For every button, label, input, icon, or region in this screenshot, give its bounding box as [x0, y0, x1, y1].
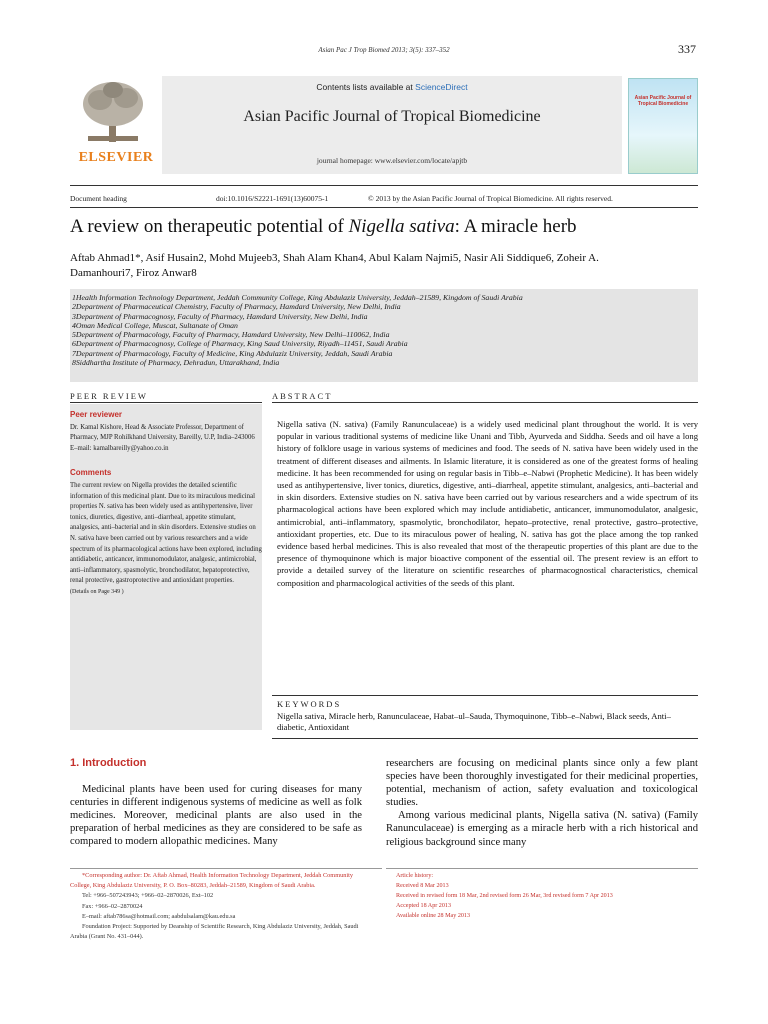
- corresponding-tel: Tel: +966–507243943; +966–02–2870026, Ext–102: [82, 892, 214, 900]
- article-history: [396, 871, 698, 921]
- corresponding-fax: Fax: +966–02–2870024: [82, 902, 143, 910]
- intro-right-column: [386, 757, 698, 849]
- header-rule: [70, 185, 698, 186]
- title-part: : A miracle herb: [454, 216, 577, 237]
- author-list: [70, 251, 710, 281]
- elsevier-logo: [70, 80, 156, 172]
- affiliation: 7Department of Pharmacology, Faculty of Medicine, King Abdulaziz University, Jeddah, Saudi Arabia: [72, 348, 393, 358]
- keywords-heading: KEYWORDS: [277, 699, 342, 709]
- title-species: Nigella sativa: [348, 216, 455, 237]
- corresponding-footnote: [70, 871, 366, 942]
- intro-left-column: [70, 783, 362, 848]
- introduction-heading: 1. Introduction: [70, 757, 147, 769]
- affiliation: 4Oman Medical College, Muscat, Sultanate of Oman: [72, 320, 238, 330]
- affiliations-box: [70, 289, 698, 382]
- cover-title: Asian Pacific Journal of Tropical Biomedicine: [634, 95, 692, 107]
- page-number: 337: [678, 42, 696, 56]
- keywords-rule: [272, 695, 698, 696]
- journal-cover-image: [628, 78, 698, 174]
- history-line: Accepted 18 Apr 2013: [396, 903, 451, 909]
- title-part: A review on therapeutic potential of: [70, 216, 349, 237]
- peer-review-sidebar: [70, 404, 262, 730]
- intro-paragraph: researchers are focusing on medicinal plants since only a few plant species have been thoroughly investigated for their medicinal properties, potential, mechanism of action, safety evaluation and toxicological studies.: [386, 758, 698, 809]
- footnote-rule: [70, 868, 382, 869]
- journal-banner: [162, 76, 622, 174]
- peer-rule: [70, 402, 262, 403]
- abstract-rule: [272, 402, 698, 403]
- peer-reviewer-heading: Peer reviewer: [70, 410, 123, 419]
- affiliation: 5Department of Pharmacology, Faculty of Pharmacy, Hamdard University, New Delhi–110062, India: [72, 330, 390, 340]
- affiliation: 2Department of Pharmaceutical Chemistry, Faculty of Pharmacy, Hamdard University, New Delhi, India: [72, 302, 401, 312]
- comments-text: The current review on Nigella provides the detailed scientific information of this medicinal plant. Due to its miraculous medicinal properties N. sativa has been widely used as antihypertensive, liver tonics, diuretics, digestive, anti–diarrheal, appetite stimulant, analgesics, anti–bacterial and in skin disorders. Extensive studies on N. sativa have been carried out by various researchers and a wide spectrum of its pharmacological actions have been explored, including antidiabetic, anticancer, immunomodulator, analgesic, antimicrobial, anti–inflammatory, spasmolytic, bronchodilator, hepatoprotective, renal protective, gastroprotective and antioxidant properties.: [70, 481, 262, 585]
- doi[interactable]: doi:10.1016/S2221-1691(13)60075-1: [216, 194, 329, 203]
- contents-prefix: Contents lists available at: [316, 82, 413, 92]
- sciencedirect-link[interactable]: ScienceDirect: [415, 82, 468, 92]
- intro-paragraph: Medicinal plants have been used for curing diseases for many centuries in different indigenous systems of medicine as well as folk medicines. Moreover, medicinal plants are also used in the preparation of herbal medicines as they are considered to be safe as compared to modern allopathic medicines. Many: [70, 784, 362, 848]
- peer-reviewer-text: Dr. Kamal Kishore, Head & Associate Professor, Department of Pharmacy, MJP Rohilkhand University, Bareilly, U.P, India–243006: [70, 423, 255, 442]
- peer-review-heading: PEER REVIEW: [70, 391, 148, 401]
- corresponding-email[interactable]: E–mail: aftab786sa@hotmail.com; aabdulsalam@kau.edu.sa: [82, 912, 236, 920]
- comments-heading: Comments: [70, 468, 112, 478]
- running-head: Asian Pac J Trop Biomed 2013; 3(5): 337–352: [318, 46, 450, 54]
- journal-header: [70, 76, 698, 178]
- peer-reviewer-email[interactable]: E–mail: kamalbareilly@yahoo.co.in: [70, 444, 169, 452]
- copyright: © 2013 by the Asian Pacific Journal of Tropical Biomedicine. All rights reserved.: [368, 194, 613, 203]
- history-line: Received in revised form 18 Mar, 2nd revised form 26 Mar, 3rd revised form 7 Apr 2013: [396, 893, 613, 899]
- details-note: (Details on Page 349 ): [70, 588, 124, 595]
- history-line: Available online 28 May 2013: [396, 913, 471, 919]
- abstract-heading: ABSTRACT: [272, 391, 333, 401]
- authors-line-1: Aftab Ahmad1*, Asif Husain2, Mohd Mujeeb3, Shah Alam Khan4, Abul Kalam Najmi5, Nasir Ali Siddique6, Zoheir A.: [70, 252, 599, 264]
- history-rule: [386, 868, 698, 869]
- affiliation: 6Department of Pharmacognosy, College of Pharmacy, King Saud University, Riyadh–11451, Saudi Arabia: [72, 339, 408, 349]
- corresponding-author: *Corresponding author: Dr. Aftab Ahmad, Health Information Technology Department, Jeddah Community College, King Abdulaziz University, P. O. Box–80283, Jeddah–21589, Kingdom of Saudi Arabia.: [70, 872, 354, 890]
- article-title: [70, 216, 710, 238]
- affiliation: 3Department of Pharmacognosy, Faculty of Pharmacy, Hamdard University, New Delhi, India: [72, 311, 368, 321]
- document-heading: Document heading: [70, 194, 127, 203]
- history-line: Article history:: [396, 873, 434, 879]
- intro-paragraph: Among various medicinal plants, Nigella sativa (N. sativa) (Family Ranunculaceae) is emerging as a miracle herb with a rich historical and religious background since many: [386, 810, 698, 848]
- history-line: Received 8 Mar 2013: [396, 883, 449, 889]
- doc-rule: [70, 207, 698, 208]
- publisher-name: ELSEVIER: [78, 150, 154, 165]
- contents-line: [162, 82, 622, 92]
- affiliation: 8Siddhartha Institute of Pharmacy, Dehradun, Uttarakhand, India: [72, 358, 280, 368]
- authors-line-2: Damanhouri7, Firoz Anwar8: [70, 267, 197, 279]
- journal-title: Asian Pacific Journal of Tropical Biomedicine: [243, 108, 541, 125]
- keywords-text: Nigella sativa, Miracle herb, Ranunculaceae, Habat–ul–Sauda, Thymoquinone, Tibb–e–Nabwi, Black seeds, Anti–diabetic, Antioxidant: [277, 711, 671, 732]
- abstract-text: Nigella sativa (N. sativa) (Family Ranunculaceae) is a widely used medicinal plant throughout the world. It is very popular in various traditional systems of medicine like Unani and Tibb, Ayurveda and Siddha. Seeds and oil have a long history of folklore usage in various systems of medicines and food. The seeds of N. sativa have been widely used in the treatment of different diseases and ailments. In Islamic literature, it is considered as one of the greatest forms of healing medicine. It has been recommended for using on regular basis in Tibb–e–Nabwi (Prophetic Medicine). It has been widely used as antihypertensive, liver tonics, diuretics, digestive, anti–diarrheal, appetite stimulant, analgesics, anti–bacterial and in skin disorders. Extensive studies on N. sativa have been carried out by various researchers and a wide spectrum of its pharmacological actions have been explored which may include antidiabetic, anticancer, immunomodulator, analgesic, antimicrobial, anti–inflammatory, spasmolytic, bronchodilator, hepato–protective, renal protective, gastro–protective, antioxidant properties, etc. Due to its miraculous power of healing, N. sativa has got the place among the top ranked evidence based herbal medicines. This is also revealed that most of the therapeutic properties of this plant are due to the presence of thymoquinone which is major bioactive component of the essential oil. The present review is an effort to provide a detailed survey of the literature on scientific researches of pharmacognostical characteristics, chemical composition and pharmacological activities of the seeds of this plant.: [277, 419, 698, 588]
- funding-note: Foundation Project: Supported by Deanship of Scientific Research, King Abdulaziz University, Jeddah, Saudi Arabia (Grant No. 431–044).: [70, 923, 359, 941]
- elsevier-tree-icon: [78, 80, 148, 144]
- journal-homepage[interactable]: journal homepage: www.elsevier.com/locate/apjtb: [316, 156, 468, 165]
- keywords-bottom-rule: [272, 738, 698, 739]
- affiliation: 1Health Information Technology Department, Jeddah Community College, King Abdulaziz University, Jeddah–21589, Kingdom of Saudi Arabia: [72, 293, 523, 302]
